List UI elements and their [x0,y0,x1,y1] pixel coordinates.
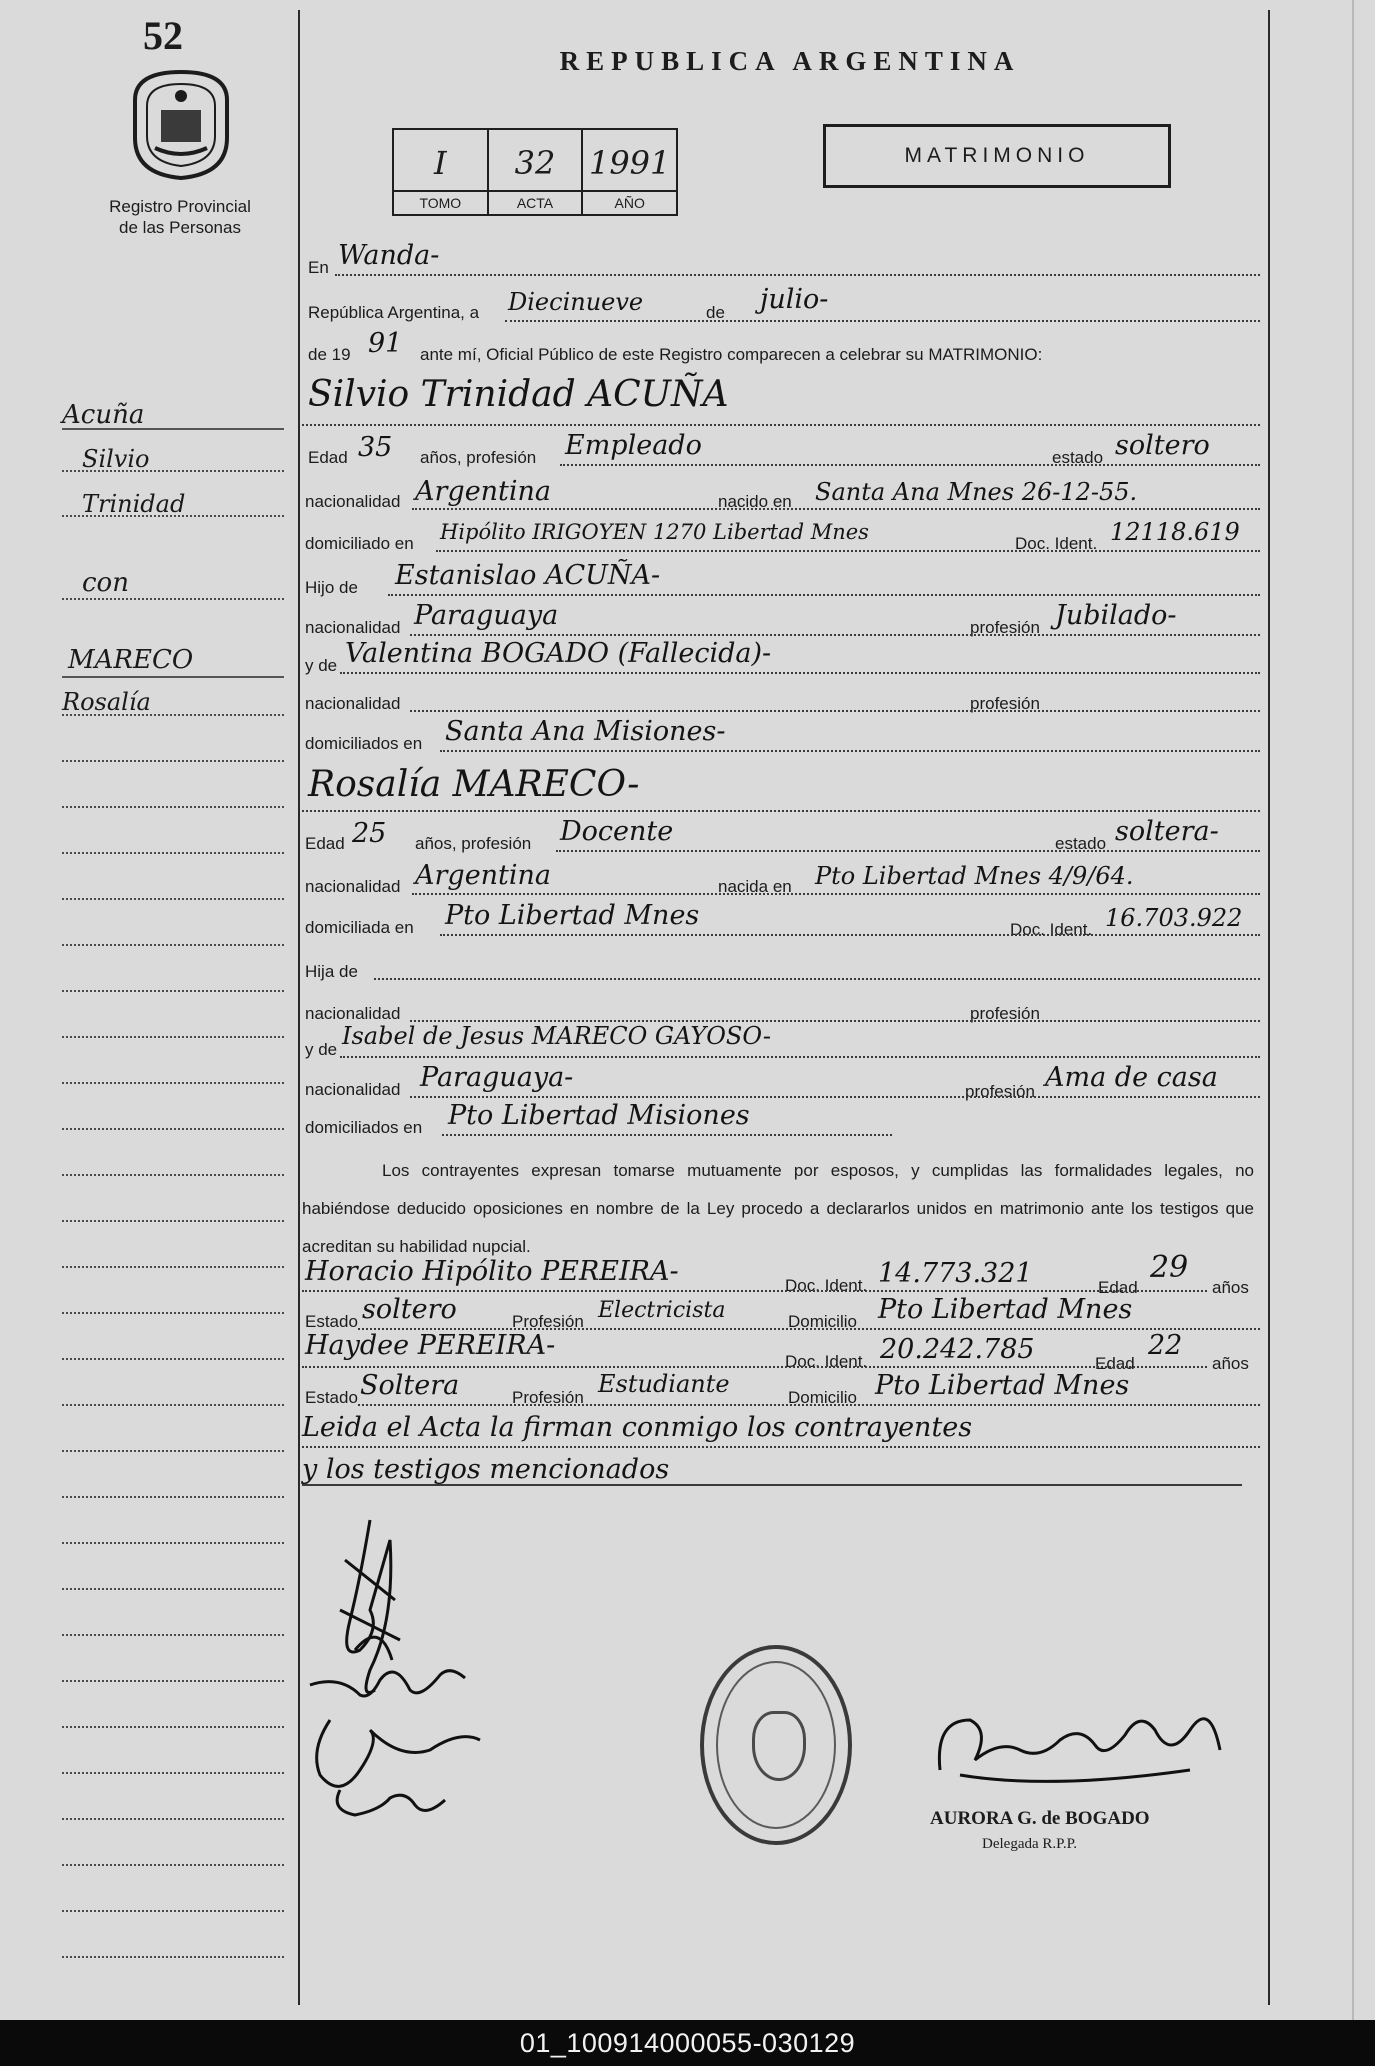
label-profesion: profesión [965,1082,1035,1101]
dotted-line [410,710,1260,712]
margin-line [62,1220,284,1222]
groom-birthplace: Santa Ana Mnes 26-12-55. [815,478,1138,506]
label-republica-a: República Argentina, a [308,303,480,322]
witness1-doc: 14.773.321 [878,1258,1033,1289]
bride-profession: Docente [560,816,674,847]
groom-profession: Empleado [565,430,702,461]
registry-line1: Registro Provincial [109,197,251,216]
label-nacido-en: nacido en [718,492,792,511]
margin-line [62,1910,284,1912]
label-nacionalidad: nacionalidad [305,694,401,713]
margin-first-name: Silvio [82,445,150,473]
label-anos-profesion: años, profesión [415,834,532,853]
dotted-line [442,1134,892,1136]
margin-line [62,428,284,430]
margin-line [62,1036,284,1038]
margin-bride-surname: MARECO [68,645,194,675]
registry-line2: de las Personas [119,218,241,237]
bride-age: 25 [352,818,387,849]
label-hija-de: Hija de [305,962,358,981]
right-rule [1268,10,1270,2005]
label-nacionalidad: nacionalidad [305,618,401,637]
bride-mother: Isabel de Jesus MARECO GAYOSO- [342,1022,772,1050]
year-value: 91 [368,328,403,359]
reference-table [392,128,678,216]
label-edad: Edad [1098,1278,1138,1297]
dotted-line [412,508,1260,510]
groom-name: Silvio Trinidad ACUÑA [308,374,729,415]
month-value: julio- [760,284,829,315]
groom-mother: Valentina BOGADO (Fallecida)- [345,638,772,669]
margin-line [62,714,284,716]
groom-parents-address: Santa Ana Misiones- [445,716,726,747]
acta-value: 32 [514,144,556,182]
label-edad: Edad [305,834,345,853]
margin-line [62,515,284,517]
margin-line [62,1496,284,1498]
margin-line [62,852,284,854]
dotted-line [340,1056,1260,1058]
margin-middle-name: Trinidad [82,490,186,518]
father-profession: Jubilado- [1055,600,1177,631]
scan-id: 01_100914000055-030129 [519,2027,856,2058]
margin-line [62,1082,284,1084]
label-nacionalidad: nacionalidad [305,492,401,511]
ano-label: AÑO [583,190,676,214]
tomo-label: TOMO [394,190,487,214]
label-profesion: profesión [970,694,1040,713]
margin-line [62,1312,284,1314]
registry-name [90,196,270,238]
label-domicilio: Domicilio [788,1388,857,1407]
mother-nationality: Paraguaya- [420,1062,574,1093]
place-value: Wanda- [338,240,440,271]
label-en: En [308,258,329,277]
margin-line [62,1542,284,1544]
label-domiciliado-en: domiciliado en [305,534,414,553]
label-y-de: y de [305,656,338,675]
label-nacionalidad: nacionalidad [305,1004,401,1023]
margin-line [62,1864,284,1866]
declaration-paragraph: Los contrayentes expresan tomarse mutuamente por esposos, y cumplidas las formalidades legales, no habiéndose deducido oposiciones en nombre de la Ley procedo a declararlos unidos en matrimonio ante los testigos que acreditan su habilidad nupcial. [302,1161,1254,1256]
margin-line [62,1726,284,1728]
closing-line-2: y los testigos mencionados [302,1454,670,1485]
mother-profession: Ama de casa [1045,1062,1218,1093]
father-nationality: Paraguaya [414,600,559,631]
dotted-line [302,1366,1207,1368]
label-profesion: Profesión [512,1312,584,1331]
label-y-de: y de [305,1040,338,1059]
bride-nationality: Argentina [415,860,552,891]
margin-line [62,598,284,600]
label-profesion: Profesión [512,1388,584,1407]
tomo-value: I [434,144,447,182]
label-anos-profesion: años, profesión [420,448,537,467]
label-domiciliada-en: domiciliada en [305,918,414,937]
dotted-line [388,594,1260,596]
dotted-line [556,850,1260,852]
label-doc-ident: Doc. Ident. [785,1276,868,1295]
dotted-line [410,1096,1260,1098]
closing-underline [302,1484,1242,1486]
witness1-address: Pto Libertad Mnes [878,1294,1133,1325]
dotted-line [335,274,1260,276]
margin-line [62,1956,284,1958]
seal-crest-icon [752,1711,806,1781]
signatures-contrayentes [300,1500,500,1830]
bride-doc: 16.703.922 [1105,904,1243,932]
dotted-line [505,320,1260,322]
groom-address: Hipólito IRIGOYEN 1270 Libertad Mnes [440,520,869,544]
official-signature [930,1690,1230,1800]
act-type-box: MATRIMONIO [823,124,1171,188]
page-number: 52 [143,13,183,58]
label-doc-ident: Doc. Ident. [1010,920,1093,939]
page-edge [1352,0,1354,2020]
label-estado: estado [1052,448,1104,467]
label-edad: Edad [308,448,348,467]
margin-line [62,760,284,762]
dotted-line [340,672,1260,674]
witness1-profession: Electricista [598,1298,726,1323]
margin-con: con [82,568,129,598]
groom-status: soltero [1115,430,1210,461]
bride-status: soltera- [1115,816,1219,847]
dotted-line [374,978,1260,980]
label-nacionalidad: nacionalidad [305,877,401,896]
tomo-cell [394,130,489,214]
label-doc-ident: Doc. Ident. [1015,534,1098,553]
margin-line [62,1772,284,1774]
official-seal-stamp [700,1645,852,1845]
label-anos: años [1212,1278,1249,1297]
groom-nationality: Argentina [415,476,552,507]
label-hijo-de: Hijo de [305,578,358,597]
margin-line [62,676,284,678]
closing-line-1: Leida el Acta la firman conmigo los contrayentes [302,1412,973,1443]
margin-bride-name: Rosalía [62,688,151,716]
dotted-line [302,810,1260,812]
witness2-age: 22 [1148,1330,1183,1361]
witness2-profession: Estudiante [598,1370,730,1398]
label-anos: años [1212,1354,1249,1373]
label-domicilio: Domicilio [788,1312,857,1331]
witness2-doc: 20.242.785 [880,1334,1035,1365]
groom-age: 35 [358,432,393,463]
margin-line [62,1128,284,1130]
margin-line [62,1634,284,1636]
label-profesion: profesión [970,1004,1040,1023]
label-comparecen: ante mí, Oficial Público de este Registro comparecen a celebrar su MATRIMONIO: [420,345,1043,364]
margin-line [62,1818,284,1820]
bride-name: Rosalía MARECO- [308,764,640,805]
label-domiciliados-en: domiciliados en [305,1118,423,1137]
acta-label: ACTA [489,190,582,214]
groom-doc: 12118.619 [1110,518,1240,546]
dotted-line [358,1404,1260,1406]
label-domiciliados-en: domiciliados en [305,734,423,753]
ano-cell [583,130,676,214]
ano-value: 1991 [588,144,671,182]
margin-line [62,944,284,946]
label-estado: Estado [305,1388,358,1407]
official-role-stamp: Delegada R.P.P. [982,1836,1077,1852]
label-estado: estado [1055,834,1107,853]
bride-birthplace: Pto Libertad Mnes 4/9/64. [815,862,1134,890]
witness1-age: 29 [1150,1250,1189,1285]
dotted-line [412,893,1260,895]
province-seal-icon [125,66,237,182]
dotted-line [440,934,1260,936]
witness2-status: Soltera [360,1370,460,1401]
bride-parents-address: Pto Libertad Misiones [448,1100,750,1131]
groom-father: Estanislao ACUÑA- [395,560,661,591]
dotted-line [302,1290,1207,1292]
label-estado: Estado [305,1312,358,1331]
dotted-line [302,424,1260,426]
witness1-status: soltero [362,1294,457,1325]
margin-line [62,1450,284,1452]
label-doc-ident: Doc. Ident. [785,1352,868,1371]
label-de: de [706,303,725,322]
margin-line [62,898,284,900]
margin-line [62,1266,284,1268]
witness2-address: Pto Libertad Mnes [875,1370,1130,1401]
margin-line [62,990,284,992]
margin-line [62,806,284,808]
scan-id-bar [0,2020,1375,2066]
witness1-name: Horacio Hipólito PEREIRA- [305,1256,679,1287]
margin-line [62,1174,284,1176]
margin-line [62,1588,284,1590]
label-nacida-en: nacida en [718,877,792,896]
day-value: Diecinueve [508,288,644,316]
dotted-line [436,550,1260,552]
acta-cell [489,130,584,214]
margin-line [62,470,284,472]
label-de-19: de 19 [308,345,351,364]
dotted-line [410,634,1260,636]
official-name-stamp: AURORA G. de BOGADO [930,1808,1150,1829]
dotted-line [440,750,1260,752]
margin-line [62,1680,284,1682]
label-nacionalidad: nacionalidad [305,1080,401,1099]
margin-line [62,1358,284,1360]
country-title: REPUBLICA ARGENTINA [559,46,1021,76]
label-edad: Edad [1095,1354,1135,1373]
margin-surname: Acuña [62,400,145,430]
bride-address: Pto Libertad Mnes [445,900,700,931]
label-profesion: profesión [970,618,1040,637]
witness2-name: Haydee PEREIRA- [305,1330,556,1361]
dotted-line [302,1446,1260,1448]
margin-line [62,1404,284,1406]
dotted-line [560,464,1260,466]
